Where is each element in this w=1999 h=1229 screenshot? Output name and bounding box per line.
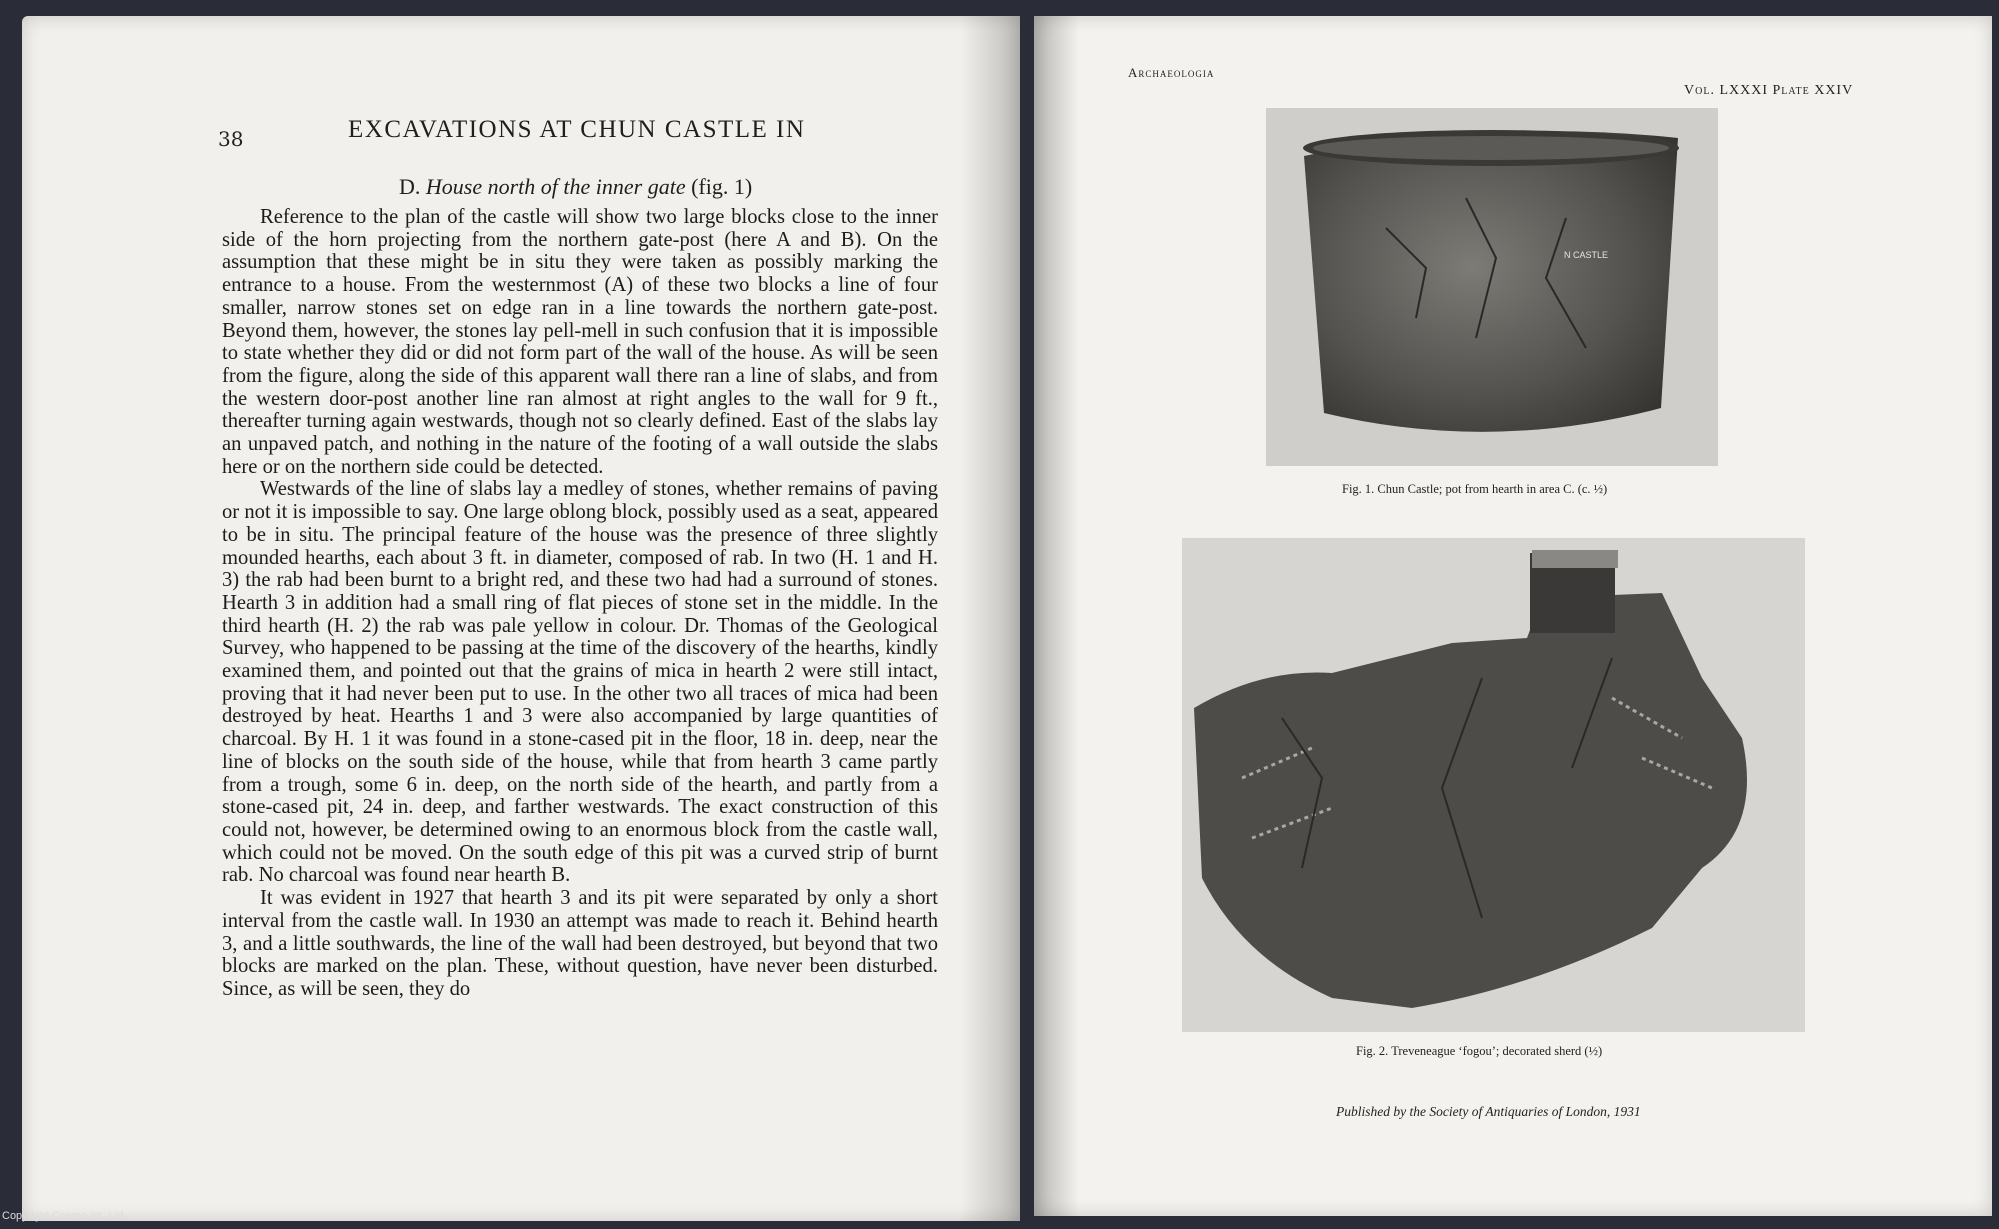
body-text — [222, 206, 938, 1001]
paragraph: Reference to the plan of the castle will show two large blocks close to the inner side of the horn projecting from the northern gate-post (here A and B). On the assumption that these might be in situ they were taken as possibly marking the entrance to a house. From the westernmost (A) of these two blocks a line of four smaller, narrow stones set on edge ran in a line towards the northern gate-post. Beyond them, however, the stones lay pell-mell in such confusion that it is impossible to state whether they did or did not form part of the wall of the house. As will be seen from the figure, along the side of this apparent wall there ran a line of slabs, and from the western door-post another line ran almost at right angles to the wall for 9 ft., thereafter turning again westwards, though not so clearly defined. East of the slabs lay an unpaved patch, and nothing in the nature of the footing of a wall outside the slabs here or on the northern side could be detected. — [222, 206, 938, 478]
page-number: 38 — [218, 127, 244, 151]
fig1-caption: Fig. 1. Chun Castle; pot from hearth in area C. (c. ½) — [1342, 482, 1608, 496]
paragraph: It was evident in 1927 that hearth 3 and its pit were separated by only a short interval from the castle wall. In 1930 an attempt was made to reach it. Behind hearth 3, and a little southwards, the line of the wall had been destroyed, but beyond that two blocks are marked on the plan. These, without question, have never been disturbed. Since, as will be seen, they do — [222, 887, 938, 1000]
volume-plate: Vol. LXXXI Plate XXIV — [1684, 83, 1854, 98]
publisher-line: Published by the Society of Antiquaries of London, 1931 — [1336, 1104, 1641, 1119]
left-page — [22, 16, 1020, 1221]
section-heading: D. House north of the inner gate (fig. 1) — [399, 174, 753, 199]
copyright-watermark: Copyright Cosmo Int. Ltd — [2, 1210, 124, 1222]
right-page — [1034, 16, 1992, 1216]
section-heading-title: House north of the inner gate — [425, 174, 686, 199]
sherd-photograph — [1182, 538, 1805, 1032]
running-head: EXCAVATIONS AT CHUN CASTLE IN — [348, 116, 806, 143]
journal-name: Archaeologia — [1128, 65, 1215, 80]
paragraph: Westwards of the line of slabs lay a medley of stones, whether remains of paving or not it is impossible to say. One large oblong block, possibly used as a seat, appeared to be in situ. The principal feature of the house was the presence of three slightly mounded hearths, each about 3 ft. in diameter, composed of rab. In two (H. 1 and H. 3) the rab had been burnt to a bright red, and these two had had a surround of stones. Hearth 3 in addition had a small ring of flat pieces of stone set in the middle. In the third hearth (H. 2) the rab was pale yellow in colour. Dr. Thomas of the Geological Survey, who happened to be passing at the time of the discovery of the hearths, kindly examined them, and pointed out that the grains of mica in hearth 2 were still intact, proving that it had never been put to use. In the other two all traces of mica had been destroyed by heat. Hearths 1 and 3 were also accompanied by large quantities of charcoal. By H. 1 it was found in a stone-cased pit in the floor, 18 in. deep, near the line of blocks on the south side of the house, while that from hearth 3 came partly from a trough, some 6 in. deep, on the north side of the hearth, and partly from a stone-cased pit, 24 in. deep, and farther westwards. The exact construction of this could not, however, be determined owing to an enormous block from the castle wall, which could not be moved. On the south edge of this pit was a curved strip of burnt rab. No charcoal was found near hearth B. — [222, 478, 938, 887]
pot-photograph — [1266, 108, 1718, 466]
fig2-caption: Fig. 2. Treveneague ‘fogou’; decorated sherd (½) — [1356, 1044, 1603, 1058]
pot-label: N CASTLE — [1564, 250, 1609, 260]
